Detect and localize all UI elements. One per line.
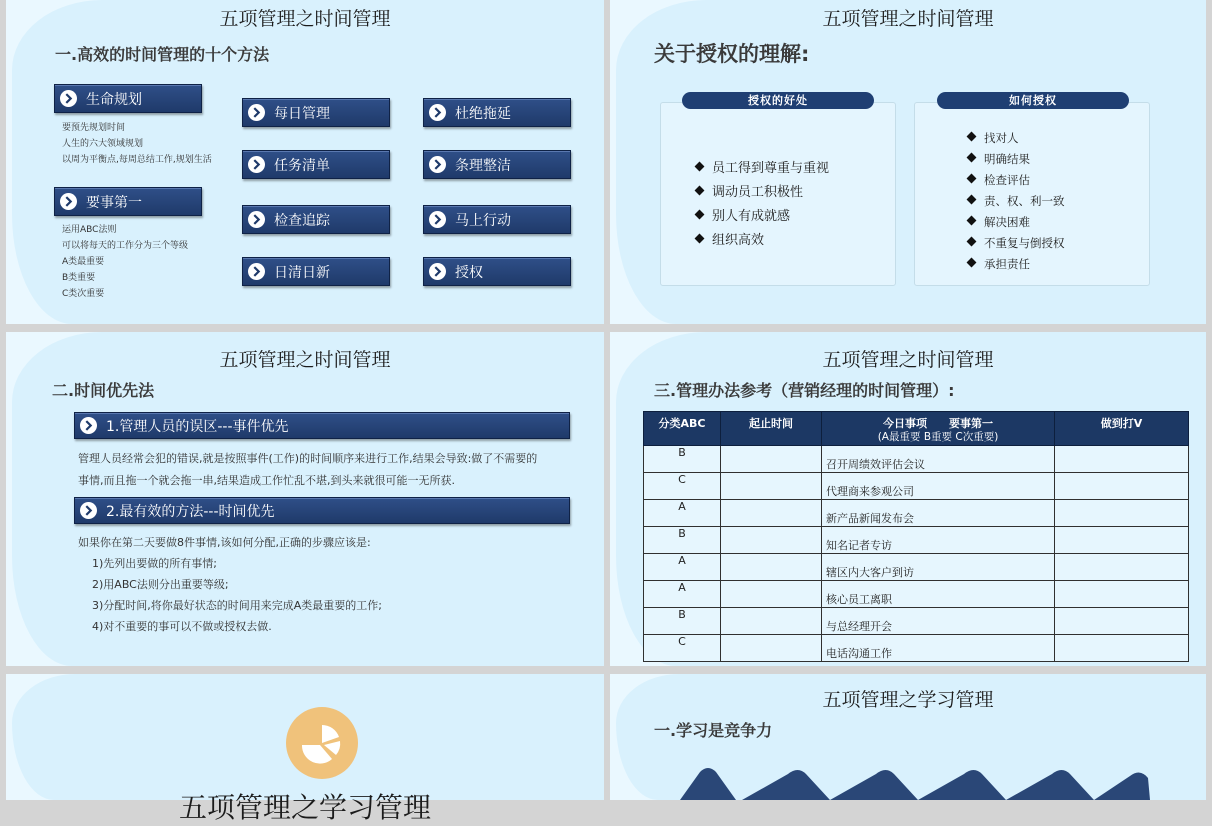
list-item — [696, 181, 829, 205]
button-label: 日清日新 — [274, 264, 330, 281]
how-to-delegate-list — [968, 128, 1065, 275]
misconception-paragraph — [78, 448, 537, 492]
method-button-orderly[interactable] — [423, 150, 571, 179]
cell-item: 代理商来参观公司 — [822, 473, 1055, 500]
arrow-right-icon — [429, 104, 446, 121]
cell-done[interactable] — [1055, 473, 1189, 500]
priority-notes — [62, 222, 188, 302]
method-button-life-planning[interactable] — [54, 84, 202, 113]
note-line: 运用ABC法则 — [62, 225, 117, 235]
cell-time[interactable] — [721, 473, 822, 500]
slide-heading: 三.管理办法参考（营销经理的时间管理）: — [654, 381, 955, 400]
list-item-label: 别人有成就感 — [712, 209, 791, 224]
arrow-right-icon — [248, 263, 265, 280]
method-button-priority-first[interactable] — [54, 187, 202, 216]
diamond-bullet-icon — [695, 162, 705, 172]
list-item — [968, 170, 1065, 191]
diamond-bullet-icon — [967, 153, 977, 163]
slide-4[interactable] — [610, 332, 1206, 666]
cell-time[interactable] — [721, 446, 822, 473]
cell-time[interactable] — [721, 527, 822, 554]
arrow-right-icon — [80, 417, 97, 434]
method-button-no-delay[interactable] — [423, 98, 571, 127]
list-item — [968, 233, 1065, 254]
arrow-right-icon — [429, 263, 446, 280]
delegation-benefits-list — [696, 157, 829, 253]
header-today-items — [822, 412, 1055, 446]
step-line: 2)用ABC法则分出重要等级; — [92, 578, 229, 591]
table-row — [644, 635, 1189, 662]
list-item-label: 组织高效 — [712, 233, 765, 248]
cell-item: 与总经理开会 — [822, 608, 1055, 635]
note-line: B类重要 — [62, 273, 96, 283]
list-item-label: 调动员工积极性 — [712, 185, 804, 200]
slide-heading: 二.时间优先法 — [52, 381, 155, 400]
header-class: 分类ABC — [644, 412, 721, 446]
list-item-label: 责、权、利一致 — [984, 194, 1065, 208]
paragraph-line: 管理人员经常会犯的错误,就是按照事件(工作)的时间顺序来进行工作,结果会导致:做了不需要的 — [78, 452, 538, 465]
slide-2[interactable] — [610, 0, 1206, 324]
header-done: 做到打V — [1055, 412, 1189, 446]
slide-title: 五项管理之学习管理 — [822, 689, 994, 711]
table-row — [644, 527, 1189, 554]
slide-1[interactable] — [6, 0, 604, 324]
note-line: C类次重要 — [62, 289, 105, 299]
cell-time[interactable] — [721, 554, 822, 581]
button-label: 条理整洁 — [455, 157, 511, 174]
cell-item: 新产品新闻发布会 — [822, 500, 1055, 527]
cell-time[interactable] — [721, 581, 822, 608]
method-button-daily-clear[interactable] — [242, 257, 390, 286]
step-line: 1)先列出要做的所有事情; — [92, 557, 217, 570]
list-item — [968, 149, 1065, 170]
list-item — [696, 157, 829, 181]
table-row — [644, 473, 1189, 500]
list-item-label: 检查评估 — [984, 173, 1030, 187]
arrow-right-icon — [248, 156, 265, 173]
cell-time[interactable] — [721, 635, 822, 662]
cell-class: C — [644, 635, 721, 662]
note-line: 可以将每天的工作分为三个等级 — [62, 241, 189, 251]
method-button-check-track[interactable] — [242, 205, 390, 234]
diamond-bullet-icon — [967, 132, 977, 142]
diamond-bullet-icon — [967, 258, 977, 268]
cell-done[interactable] — [1055, 446, 1189, 473]
arrow-right-icon — [429, 211, 446, 228]
pie-chart-icon — [286, 707, 358, 779]
slide-heading: 一.学习是竞争力 — [654, 721, 773, 740]
slide-title: 五项管理之时间管理 — [219, 349, 391, 371]
table-row — [644, 554, 1189, 581]
button-label: 检查追踪 — [274, 212, 330, 229]
slide-heading: 一.高效的时间管理的十个方法 — [55, 45, 270, 64]
button-label: 任务清单 — [274, 157, 330, 174]
table-row — [644, 446, 1189, 473]
cell-time[interactable] — [721, 500, 822, 527]
button-label: 生命规划 — [86, 91, 142, 108]
table-row — [644, 581, 1189, 608]
button-label: 要事第一 — [86, 194, 142, 211]
diamond-bullet-icon — [695, 186, 705, 196]
diamond-bullet-icon — [967, 237, 977, 247]
step-line: 3)分配时间,将你最好状态的时间用来完成A类最重要的工作; — [92, 599, 383, 612]
cell-class: B — [644, 446, 721, 473]
cell-class: B — [644, 608, 721, 635]
button-label: 杜绝拖延 — [455, 105, 511, 122]
life-planning-notes — [62, 120, 212, 168]
header-today-items-sub: (A最重要 B重要 C次重要) — [877, 431, 999, 443]
cell-item: 电话沟通工作 — [822, 635, 1055, 662]
note-line: A类最重要 — [62, 257, 105, 267]
slide-title: 五项管理之时间管理 — [822, 8, 994, 30]
cell-done[interactable] — [1055, 635, 1189, 662]
list-item — [968, 191, 1065, 212]
list-item — [968, 212, 1065, 233]
list-item-label: 解决困难 — [984, 215, 1030, 229]
misconception-bar[interactable] — [74, 412, 570, 439]
delegation-benefits-pill: 授权的好处 — [682, 92, 874, 109]
diamond-bullet-icon — [695, 234, 705, 244]
cell-class: B — [644, 527, 721, 554]
slide-3[interactable] — [6, 332, 604, 666]
cell-done[interactable] — [1055, 500, 1189, 527]
cell-time[interactable] — [721, 608, 822, 635]
cell-class: A — [644, 581, 721, 608]
button-label: 授权 — [455, 264, 483, 281]
cell-class: A — [644, 500, 721, 527]
diamond-bullet-icon — [967, 195, 977, 205]
paragraph-line: 事情,而且拖一个就会拖一串,结果造成工作忙乱不堪,到头来就很可能一无所获. — [78, 474, 455, 487]
method-button-act-now[interactable] — [423, 205, 571, 234]
note-line: 要预先规划时间 — [62, 123, 126, 133]
cell-done[interactable] — [1055, 527, 1189, 554]
paragraph-line: 如果你在第二天要做8件事情,该如何分配,正确的步骤应该是: — [78, 536, 371, 549]
arrow-right-icon — [60, 193, 77, 210]
how-to-delegate-pill: 如何授权 — [937, 92, 1129, 109]
cell-item: 召开周绩效评估会议 — [822, 446, 1055, 473]
diamond-bullet-icon — [967, 174, 977, 184]
button-label: 马上行动 — [455, 212, 511, 229]
slide-5[interactable] — [6, 674, 604, 824]
method-button-delegate[interactable] — [423, 257, 571, 286]
cell-class: C — [644, 473, 721, 500]
bar-label: 2.最有效的方法---时间优先 — [106, 503, 275, 520]
pie-chart-badge-icon — [286, 707, 358, 779]
list-item — [696, 229, 829, 253]
note-line: 人生的六大领域规划 — [62, 139, 144, 149]
list-item-label: 找对人 — [984, 131, 1019, 145]
slide-heading: 关于授权的理解: — [654, 42, 810, 66]
cell-done[interactable] — [1055, 554, 1189, 581]
list-item — [968, 128, 1065, 149]
step-line: 4)对不重要的事可以不做或授权去做. — [92, 620, 272, 633]
slide-title: 五项管理之时间管理 — [219, 8, 391, 30]
list-item-label: 承担责任 — [984, 257, 1030, 271]
table-row — [644, 500, 1189, 527]
arrow-right-icon — [429, 156, 446, 173]
header-time: 起止时间 — [721, 412, 822, 446]
list-item-label: 明确结果 — [984, 152, 1030, 166]
slide-title: 五项管理之时间管理 — [822, 349, 994, 371]
arrow-right-icon — [248, 104, 265, 121]
table-row — [644, 608, 1189, 635]
arrow-right-icon — [248, 211, 265, 228]
chevron-arrows-graphic — [680, 766, 1150, 800]
cell-item: 知名记者专访 — [822, 527, 1055, 554]
table-header-row — [644, 412, 1189, 446]
cell-class: A — [644, 554, 721, 581]
best-method-paragraph — [78, 532, 382, 637]
list-item — [968, 254, 1065, 275]
method-button-task-list[interactable] — [242, 150, 390, 179]
method-button-daily-management[interactable] — [242, 98, 390, 127]
note-line: 以周为平衡点,每周总结工作,规划生活 — [62, 155, 212, 165]
diamond-bullet-icon — [695, 210, 705, 220]
header-today-items-label: 今日事项 要事第一 — [883, 417, 993, 430]
best-method-bar[interactable] — [74, 497, 570, 524]
cell-item: 辖区内大客户到访 — [822, 554, 1055, 581]
slide-6[interactable] — [610, 674, 1206, 800]
cell-item: 核心员工离职 — [822, 581, 1055, 608]
arrow-right-icon — [60, 90, 77, 107]
list-item-label: 不重复与倒授权 — [984, 236, 1065, 250]
cell-done[interactable] — [1055, 608, 1189, 635]
section-title: 五项管理之学习管理 — [178, 791, 431, 824]
time-management-table — [643, 411, 1189, 662]
list-item — [696, 205, 829, 229]
bar-label: 1.管理人员的误区---事件优先 — [106, 418, 289, 435]
diamond-bullet-icon — [967, 216, 977, 226]
button-label: 每日管理 — [274, 105, 330, 122]
list-item-label: 员工得到尊重与重视 — [712, 161, 830, 176]
arrow-right-icon — [80, 502, 97, 519]
cell-done[interactable] — [1055, 581, 1189, 608]
